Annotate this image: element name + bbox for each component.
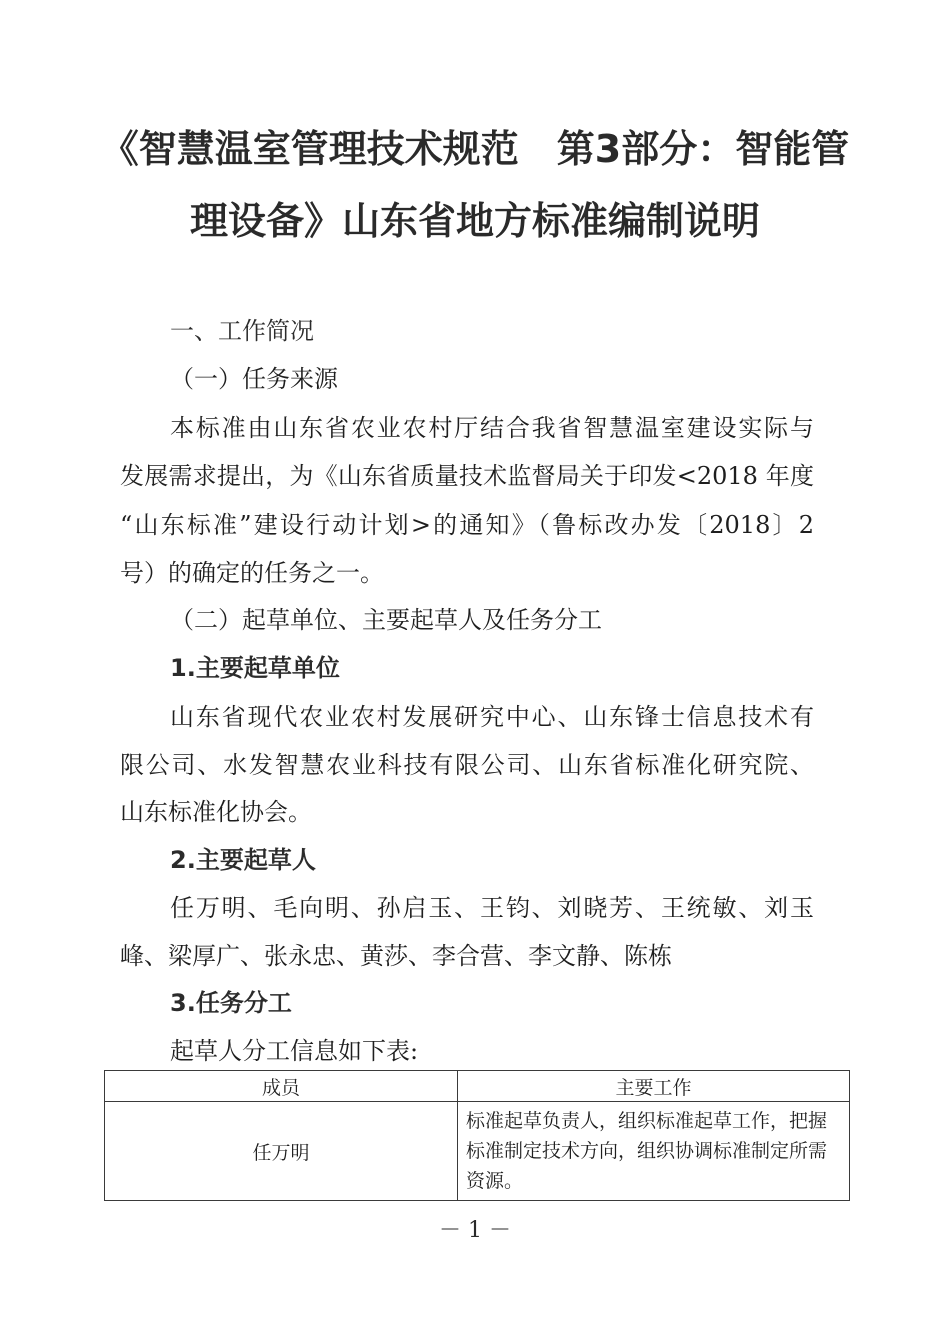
paragraph-line: 号）的确定的任务之一。 bbox=[120, 559, 384, 587]
paragraph-line: 任万明、毛向明、孙启玉、王钧、刘晓芳、王统敏、刘玉 bbox=[170, 894, 814, 922]
document-title-line-2: 理设备》山东省地方标准编制说明 bbox=[189, 199, 760, 243]
paragraph-line: 本标准由山东省农业农村厅结合我省智慧温室建设实际与 bbox=[170, 414, 814, 442]
paragraph-line: 山东标准化协会。 bbox=[120, 798, 312, 826]
section-heading-work-overview: 一、工作简况 bbox=[170, 317, 314, 345]
table-cell-duty: 标准起草负责人，组织标准起草工作，把握标准制定技术方向，组织协调标准制定所需资源。 bbox=[458, 1102, 850, 1201]
table-header-member: 成员 bbox=[105, 1071, 458, 1102]
paragraph-line: “山东标准”建设行动计划>的通知》（鲁标改办发〔2018〕2 bbox=[120, 511, 814, 539]
item-heading-task-division: 3.任务分工 bbox=[170, 989, 292, 1017]
table-header-row bbox=[105, 1071, 850, 1102]
table-cell-member: 任万明 bbox=[105, 1102, 458, 1201]
page-number: － 1 － bbox=[439, 1218, 511, 1243]
paragraph-line: 限公司、水发智慧农业科技有限公司、山东省标准化研究院、 bbox=[120, 751, 814, 779]
item-heading-drafting-units: 1.主要起草单位 bbox=[170, 654, 340, 682]
table-row bbox=[105, 1102, 850, 1201]
table-intro: 起草人分工信息如下表: bbox=[170, 1037, 419, 1065]
subsection-heading-task-source: （一）任务来源 bbox=[170, 365, 338, 393]
item-heading-main-drafters: 2.主要起草人 bbox=[170, 846, 316, 874]
document-title-line-1: 《智慧温室管理技术规范 第3部分：智能管 bbox=[100, 127, 850, 171]
subsection-heading-drafting: （二）起草单位、主要起草人及任务分工 bbox=[170, 606, 602, 634]
paragraph-line: 峰、梁厚广、张永忠、黄莎、李合营、李文静、陈栋 bbox=[120, 942, 672, 970]
paragraph-line: 发展需求提出，为《山东省质量技术监督局关于印发<2018 年度 bbox=[120, 462, 814, 490]
paragraph-line: 山东省现代农业农村发展研究中心、山东锋士信息技术有 bbox=[170, 703, 814, 731]
table-header-main-work: 主要工作 bbox=[458, 1071, 850, 1102]
task-division-table bbox=[104, 1070, 850, 1201]
